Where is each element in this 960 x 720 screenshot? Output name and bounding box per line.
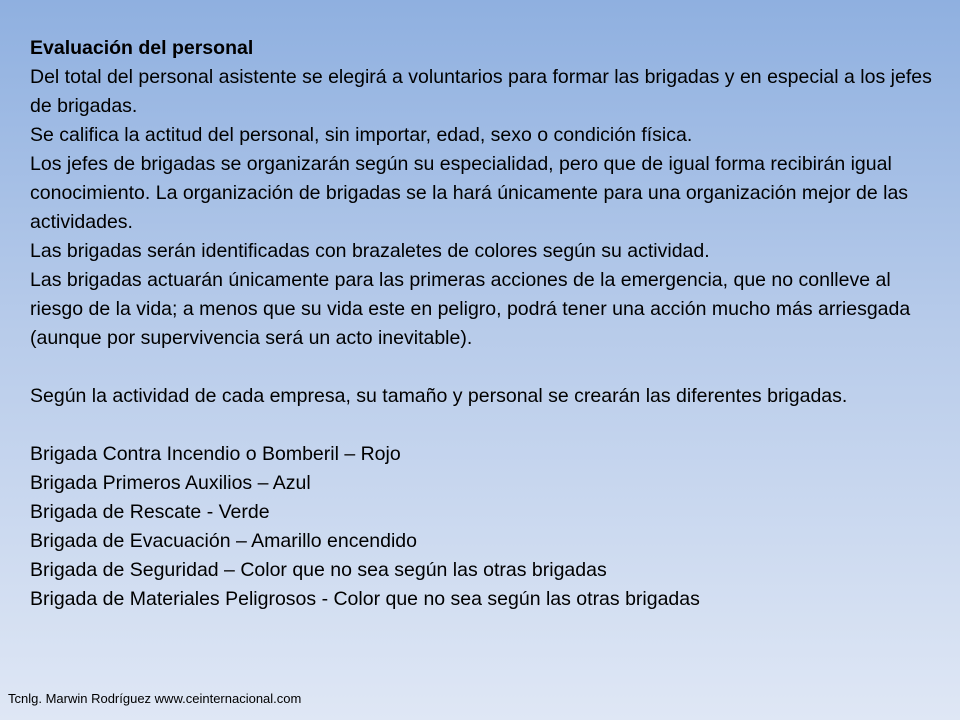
brigade-item-security: Brigada de Seguridad – Color que no sea según las otras brigadas [30, 559, 607, 581]
brigade-item-fire: Brigada Contra Incendio o Bomberil – Rojo [30, 443, 401, 465]
spacer [30, 353, 942, 382]
slide-body [30, 34, 942, 614]
paragraph-first-actions: Las brigadas actuarán únicamente para las primeras acciones de la emergencia, que no conlleve al riesgo de la vida; a menos que su vida este en peligro, podrá tener una acción mucho más arriesgada (aunque por supervivencia será un acto inevitable). [30, 269, 911, 349]
paragraph-company-activity: Según la actividad de cada empresa, su tamaño y personal se crearán las diferentes brigadas. [30, 385, 848, 407]
brigade-item-evacuation: Brigada de Evacuación – Amarillo encendido [30, 530, 418, 552]
brigade-item-rescue: Brigada de Rescate - Verde [30, 501, 270, 523]
paragraph-volunteers: Del total del personal asistente se elegirá a voluntarios para formar las brigadas y en especial a los jefes de brigadas. [30, 66, 932, 117]
paragraph-brigade-leaders: Los jefes de brigadas se organizarán según su especialidad, pero que de igual forma recibirán igual conocimiento. La organización de brigadas se la hará únicamente para una organización mejor de las actividades. [30, 153, 909, 233]
brigade-item-hazmat: Brigada de Materiales Peligrosos - Color que no sea según las otras brigadas [30, 588, 700, 610]
footer-credit: Tcnlg. Marwin Rodríguez www.ceinternacional.com [8, 691, 302, 706]
slide-title: Evaluación del personal [30, 37, 254, 59]
spacer [30, 411, 942, 440]
paragraph-armbands: Las brigadas serán identificadas con brazaletes de colores según su actividad. [30, 240, 710, 262]
brigade-item-first-aid: Brigada Primeros Auxilios – Azul [30, 472, 311, 494]
paragraph-attitude: Se califica la actitud del personal, sin importar, edad, sexo o condición física. [30, 124, 693, 146]
